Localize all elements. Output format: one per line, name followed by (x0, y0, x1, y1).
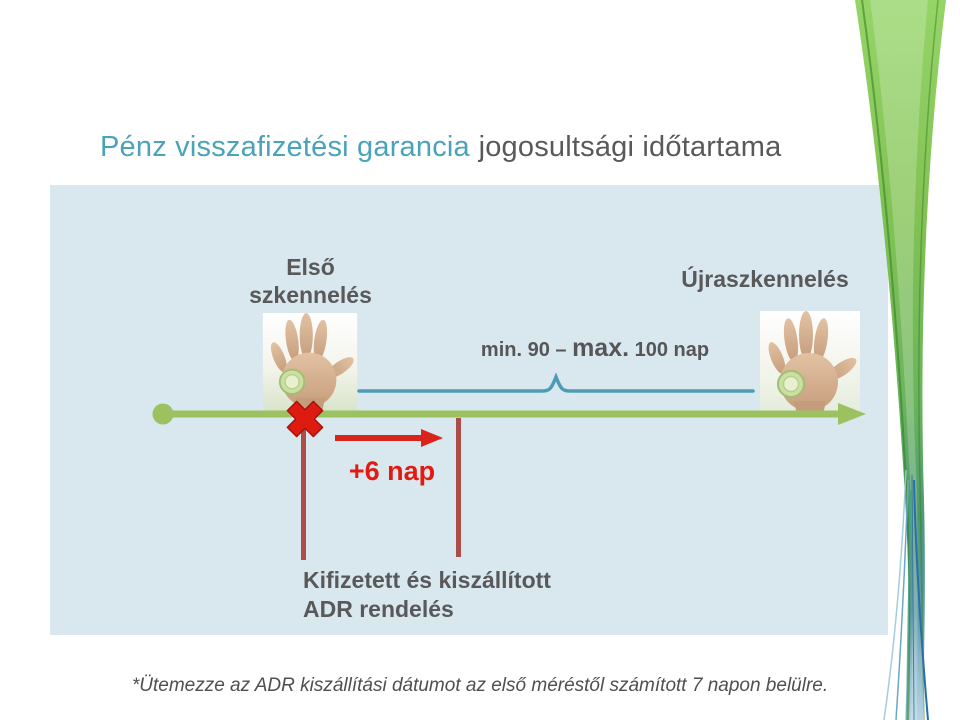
interval-end-line (456, 418, 461, 557)
page-title (100, 131, 781, 164)
plus-days-label: +6 nap (348, 456, 436, 486)
range-label (430, 334, 760, 363)
order-label: Kifizetett és kiszállított ADR rendelés (303, 567, 551, 622)
title-rest: jogosultsági időtartama (478, 131, 782, 163)
range-prefix: min. 90 – (480, 339, 573, 361)
range-suffix: 100 nap (629, 339, 710, 361)
range-emphasis: max. (572, 334, 630, 362)
right-arrow-icon (333, 427, 445, 449)
title-accent: Pénz visszafizetési garancia (100, 131, 470, 163)
x-marker-icon (279, 393, 331, 445)
rescan-label: Újraszkennelés (681, 266, 849, 292)
first-scan-label: Első szkennelés (249, 254, 372, 308)
curly-brace-icon (357, 373, 755, 397)
footnote: *Ütemezze az ADR kiszállítási dátumot az első méréstől számított 7 napon belülre. (131, 675, 829, 696)
timeline-arrow-icon (150, 397, 870, 431)
